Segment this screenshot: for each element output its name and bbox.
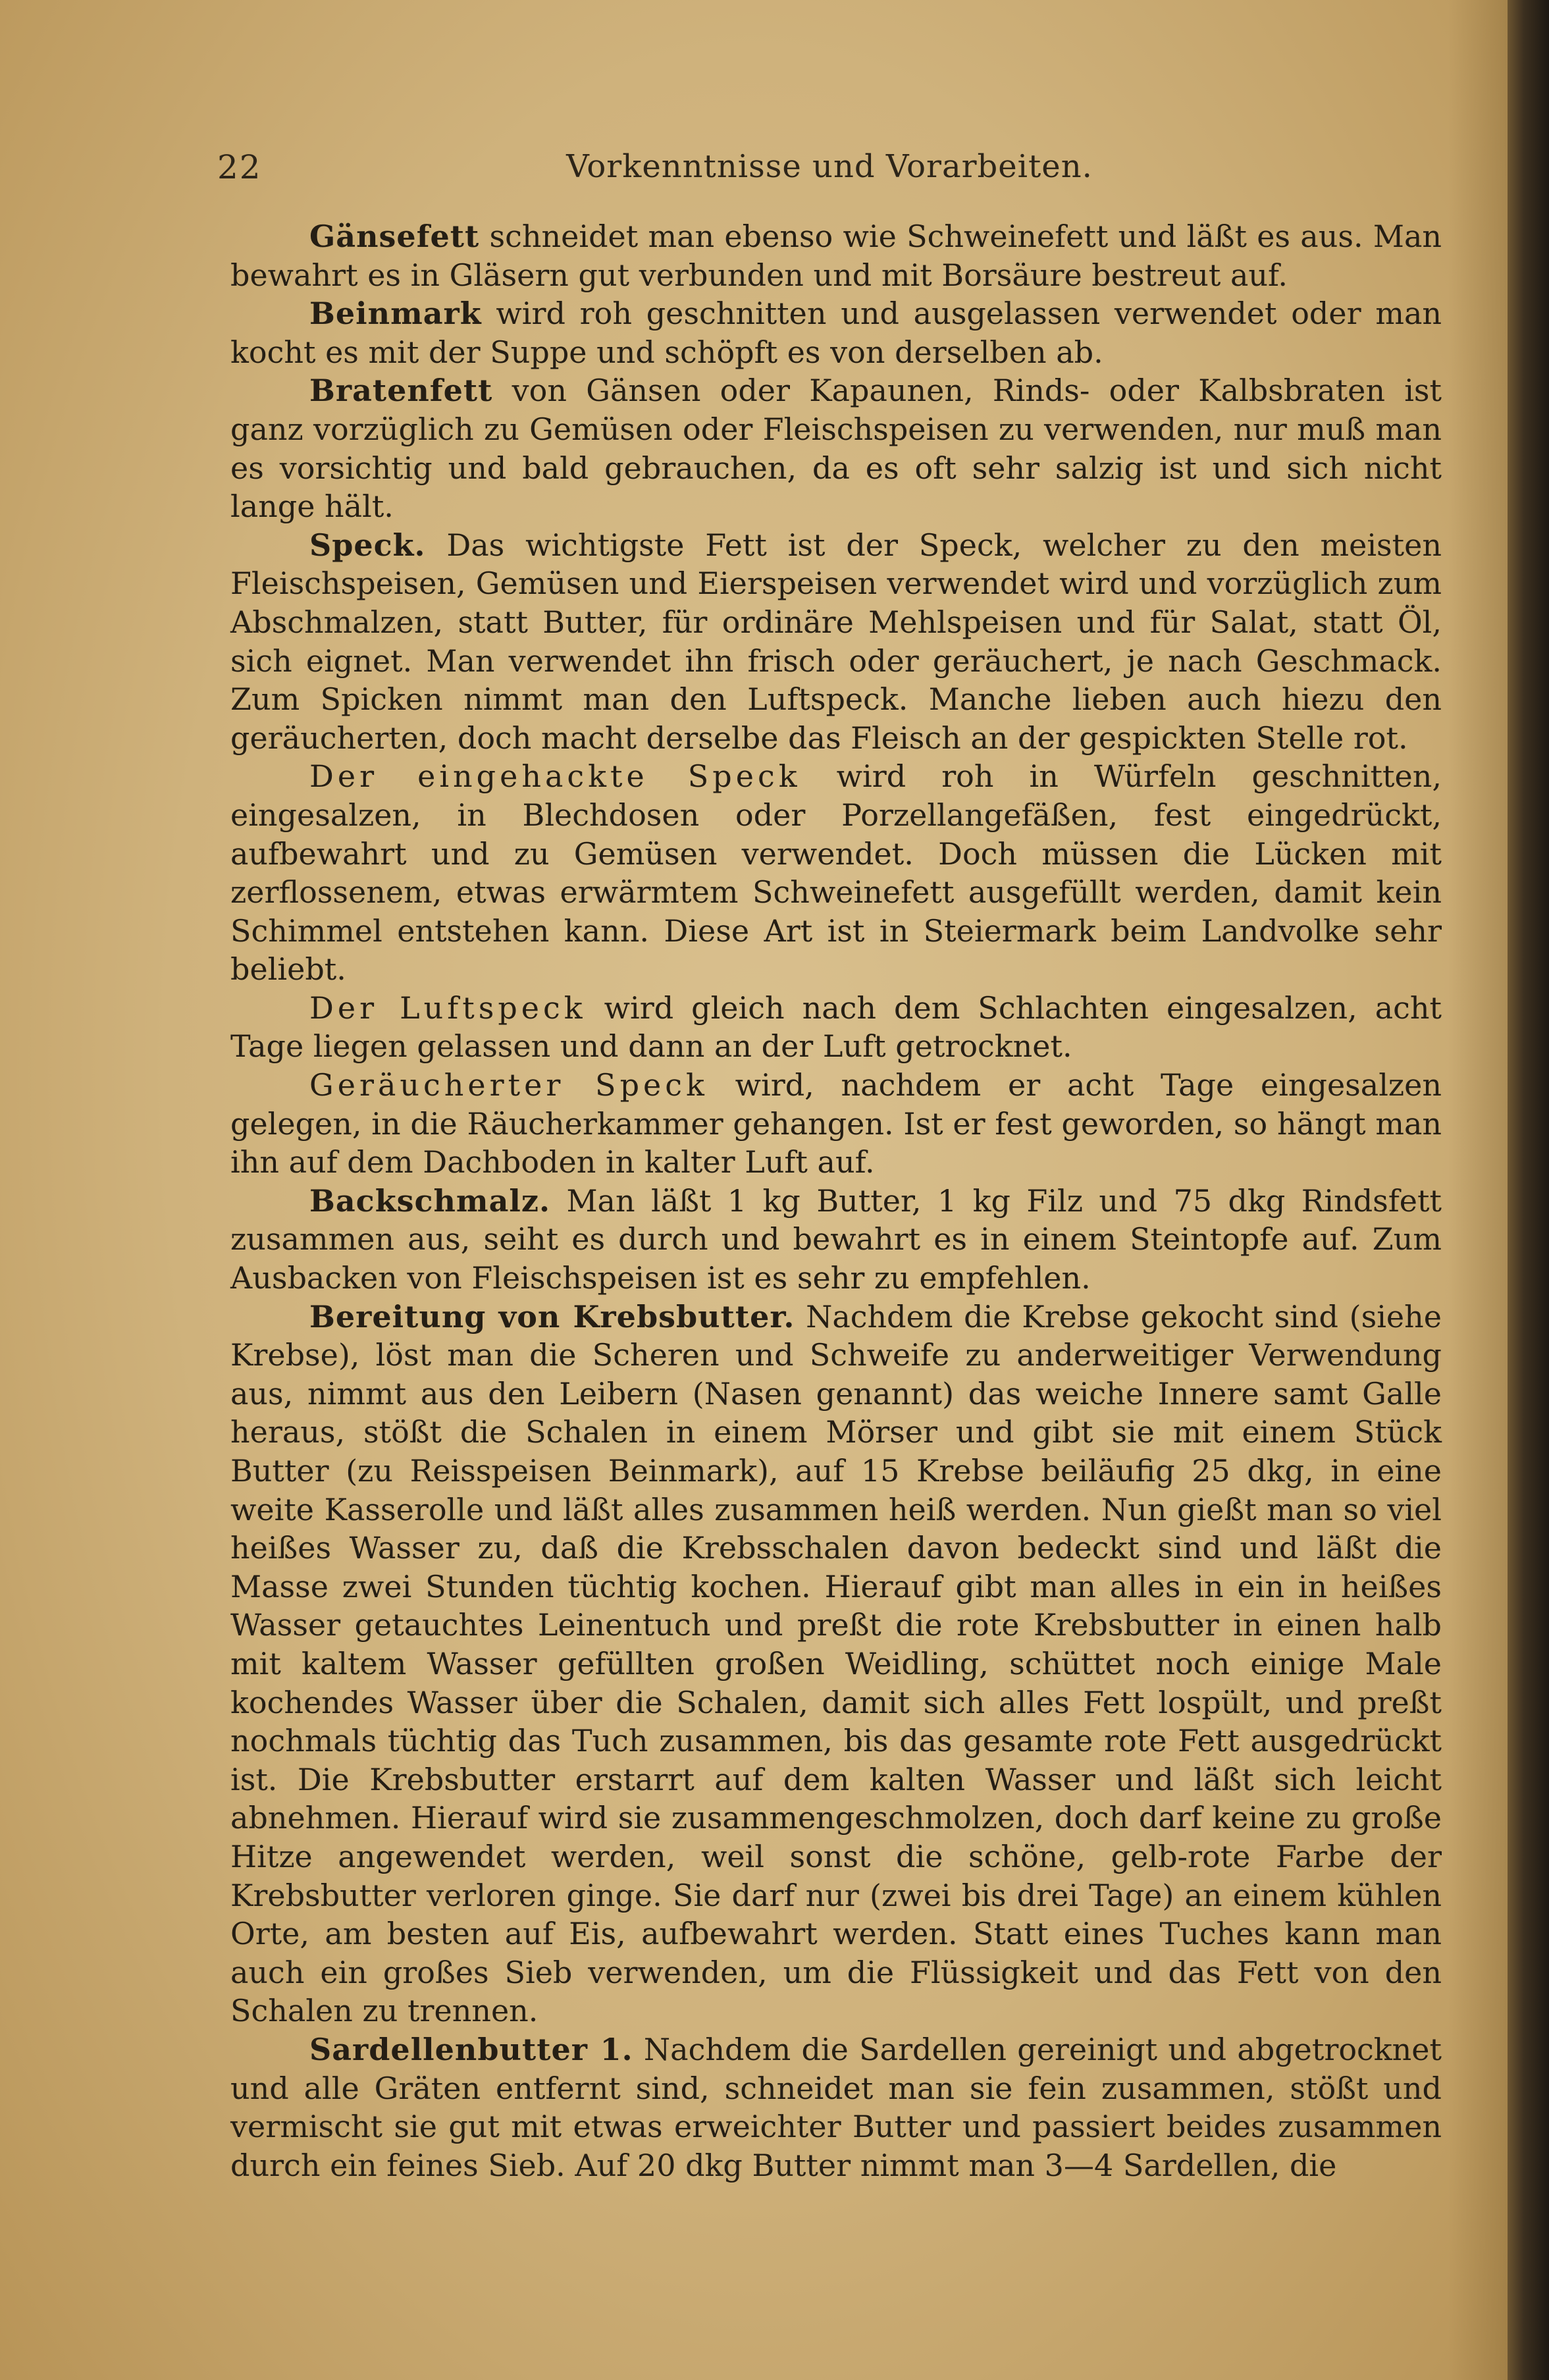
paragraph-heading: Gänsefett xyxy=(309,219,480,254)
paragraph-text: Nachdem die Krebse gekocht sind (siehe Krebse), löst man die Scheren und Schweife zu anderweitiger Verwendung aus, nimmt aus den Leibern (Nasen genannt) das weiche Innere samt Galle heraus, stößt die Schalen in einem Mörser und gibt sie mit einem Stück Butter (zu Reisspeisen Beinmark), auf 15 Krebse beiläufig 25 dkg, in eine weite Kasserolle und läßt alles zusammen heiß werden. Nun gießt man so viel heißes Wasser zu, daß die Krebsschalen davon bedeckt sind und läßt die Masse zwei Stunden tüchtig kochen. Hierauf gibt man alles in ein in heißes Wasser getauchtes Leinentuch und preßt die rote Krebsbutter in einen halb mit kaltem Wasser gefüllten großen Weidling, schüttet noch einige Male kochendes Wasser über die Schalen, damit sich alles Fett lospült, und preßt nochmals tüchtig das Tuch zusammen, bis das gesamte rote Fett ausgedrückt ist. Die Krebsbutter erstarrt auf dem kalten Wasser und läßt sich leicht abnehmen. Hierauf wird sie zusammengeschmolzen, doch darf keine zu große Hitze angewendet werden, weil sonst die schöne, gelb-rote Farbe der Krebsbutter verloren ginge. Sie darf nur (zwei bis drei Tage) an einem kühlen Orte, am besten auf Eis, aufbewahrt werden. Statt eines Tuches kann man auch ein großes Sieb verwenden, um die Flüssigkeit und das Fett von den Schalen zu trennen. xyxy=(230,1298,1442,2029)
paragraph-text: wird roh geschnitten und ausgelassen verwendet oder man kocht es mit der Suppe und schöpft es von derselben ab. xyxy=(230,296,1442,370)
paragraph-heading: Beinmark xyxy=(309,296,482,332)
page-header xyxy=(217,148,1442,194)
book-spine xyxy=(1508,0,1549,2380)
paragraph-geraeucherter-speck xyxy=(230,1066,1442,1182)
page-body xyxy=(230,217,1442,2184)
paragraph-backschmalz xyxy=(230,1182,1442,1298)
paragraph-sardellenbutter xyxy=(230,2030,1442,2184)
paragraph-text: Das wichtigste Fett ist der Speck, welcher zu den meisten Fleischspeisen, Gemüsen und Eierspeisen verwendet wird und vorzüglich zum Abschmalzen, statt Butter, für ordinäre Mehlspeisen und für Salat, statt Öl, sich eignet. Man verwendet ihn frisch oder geräuchert, je nach Geschmack. Zum Spicken nimmt man den Luftspeck. Manche lieben auch hiezu den geräucherten, doch macht derselbe das Fleisch an der gespickten Stelle rot. xyxy=(230,527,1442,756)
paragraph-eingehackter-speck xyxy=(230,757,1442,989)
paragraph-heading: Der eingehackte Speck xyxy=(309,758,801,795)
paragraph-heading: Bereitung von Krebsbutter. xyxy=(309,1298,795,1335)
paragraph-speck xyxy=(230,526,1442,758)
paragraph-beinmark xyxy=(230,294,1442,371)
paragraph-heading: Geräucherter Speck xyxy=(309,1067,708,1103)
paragraph-text: wird gleich nach dem Schlachten eingesalzen, acht Tage liegen gelassen und dann an der Luft getrocknet. xyxy=(230,990,1442,1065)
paragraph-text: von Gänsen oder Kapaunen, Rinds- oder Kalbsbraten ist ganz vorzüglich zu Gemüsen oder Fleischspeisen zu verwenden, nur muß man es vorsichtig und bald gebrauchen, da es oft sehr salzig ist und sich nicht lange hält. xyxy=(230,373,1442,525)
paragraph-text: wird roh in Würfeln geschnitten, eingesalzen, in Blechdosen oder Porzellangefäßen, fest eingedrückt, aufbewahrt und zu Gemüsen verwendet. Doch müssen die Lücken mit zerflossenem, etwas erwärmtem Schweinefett ausgefüllt werden, damit kein Schimmel entstehen kann. Diese Art ist in Steiermark beim Landvolke sehr beliebt. xyxy=(230,758,1442,988)
page-gutter-shadow xyxy=(1448,0,1508,2380)
paragraph-bratenfett xyxy=(230,371,1442,525)
paragraph-text: wird, nachdem er acht Tage eingesalzen gelegen, in die Räucherkammer gehangen. Ist er fest geworden, so hängt man ihn auf dem Dachboden in kalter Luft auf. xyxy=(230,1067,1442,1180)
paragraph-text: schneidet man ebenso wie Schweinefett und läßt es aus. Man bewahrt es in Gläsern gut verbunden und mit Borsäure bestreut auf. xyxy=(230,219,1442,293)
paragraph-text: Nachdem die Sardellen gereinigt und abgetrocknet und alle Gräten entfernt sind, schneidet man sie fein zusammen, stößt und vermischt sie gut mit etwas erweichter Butter und passiert beides zusammen durch ein feines Sieb. Auf 20 dkg Butter nimmt man 3—4 Sardellen, die xyxy=(230,2031,1442,2183)
running-head: Vorkenntnisse und Vorarbeiten. xyxy=(566,148,1093,185)
paragraph-text: Man läßt 1 kg Butter, 1 kg Filz und 75 dkg Rindsfett zusammen aus, seiht es durch und bewahrt es in einem Steintopfe auf. Zum Ausbacken von Fleischspeisen ist es sehr zu empfehlen. xyxy=(230,1182,1442,1296)
paragraph-heading: Bratenfett xyxy=(309,373,493,409)
paragraph-heading: Der Luftspeck xyxy=(309,990,587,1026)
page-number: 22 xyxy=(217,148,262,186)
paragraph-heading: Sardellenbutter 1. xyxy=(309,2031,633,2067)
paragraph-heading: Speck. xyxy=(309,527,426,563)
paragraph-gaensefett xyxy=(230,217,1442,294)
paragraph-krebsbutter xyxy=(230,1298,1442,2030)
paragraph-luftspeck xyxy=(230,989,1442,1066)
paragraph-heading: Backschmalz. xyxy=(309,1182,551,1219)
